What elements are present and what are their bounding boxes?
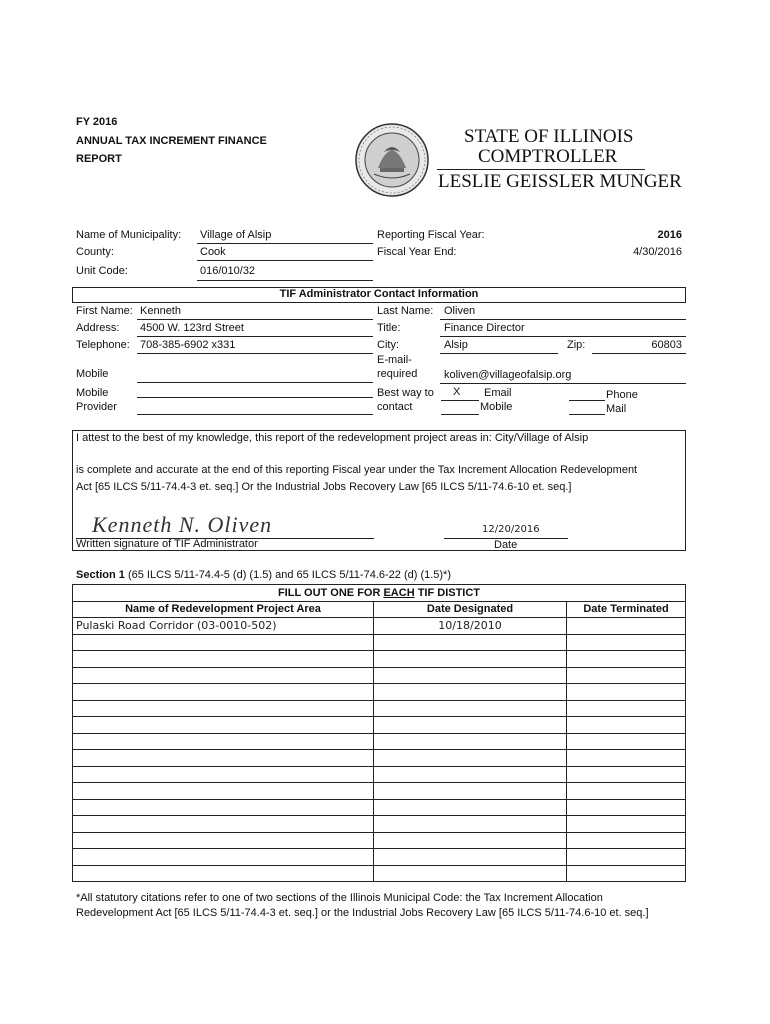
first-name-label: First Name: [76,305,133,317]
footnote-line2: Redevelopment Act [65 ILCS 5/11-74.4-3 et. seq.] or the Industrial Jobs Recovery Law [65 ILCS 5/11-74.6-10 et. seq.] [76,907,649,919]
section1-heading [76,569,451,581]
address-value: 4500 W. 123rd Street [140,322,244,334]
project-area-table [72,584,686,882]
table-row [73,816,686,833]
signature-label: Written signature of TIF Administrator [76,538,258,550]
table-row [73,618,686,635]
email-required-label: required [377,368,418,380]
email-value: koliven@villageofalsip.org [444,369,572,381]
fiscal-year-end-value: 4/30/2016 [633,246,682,258]
signature-date-label: Date [494,539,518,551]
table-row [73,849,686,866]
table-row [73,766,686,783]
table-row [73,865,686,882]
report-title-line2: REPORT [76,153,122,165]
email-option[interactable]: Email [484,387,512,399]
mobile-provider-label-line1: Mobile [76,387,109,399]
title-label: Title: [377,322,401,334]
comptroller-name: LESLIE GEISSLER MUNGER [438,171,682,192]
email-choice-mark: X [453,386,461,398]
zip-label: Zip: [567,339,586,351]
project-date-designated: 10/18/2010 [374,618,567,635]
table-row [73,799,686,816]
administrator-signature: Kenneth N. Oliven [92,512,273,537]
last-name-value: Oliven [444,305,476,317]
reporting-fiscal-year-value: 2016 [657,229,682,241]
column-header-terminated: Date Terminated [567,601,686,618]
mobile-provider-label-line2: Provider [76,401,117,413]
municipality-name-value: Village of Alsip [200,229,272,241]
state-title: STATE OF ILLINOIS [464,126,634,147]
footnote-line1: *All statutory citations refer to one of two sections of the Illinois Municipal Code: the Tax Increment Allocation [76,892,603,904]
table-row [73,717,686,734]
contact-info-title: TIF Administrator Contact Information [279,288,479,300]
last-name-label: Last Name: [377,305,434,317]
project-date-terminated [567,618,686,635]
section1-citation: (65 ILCS 5/11-74.4-5 (d) (1.5) and 65 ILCS 5/11-74.6-22 (d) (1.5)*) [127,569,452,581]
phone-option[interactable]: Phone [606,389,638,401]
mail-option[interactable]: Mail [606,403,627,415]
attest-line1: I attest to the best of my knowledge, this report of the redevelopment project areas in: City/Village of Alsip [76,432,589,444]
telephone-value: 708-385-6902 x331 [140,339,236,351]
mobile-label: Mobile [76,368,109,380]
table-row [73,667,686,684]
best-way-label-line2: contact [377,401,413,413]
column-header-designated: Date Designated [374,601,567,618]
county-value: Cook [200,246,226,258]
table-row [73,651,686,668]
table-row [73,733,686,750]
city-value: Alsip [444,339,468,351]
table-row [73,684,686,701]
county-label: County: [76,246,114,258]
column-header-name: Name of Redevelopment Project Area [73,601,374,618]
email-label: E-mail- [377,354,412,366]
fiscal-year-end-label: Fiscal Year End: [377,246,457,258]
table-row [73,750,686,767]
fiscal-year-heading: FY 2016 [76,116,118,128]
attest-line2: is complete and accurate at the end of this reporting Fiscal year under the Tax Increment Allocation Redevelopment [76,464,638,476]
telephone-label: Telephone: [76,339,130,351]
comptroller-title: COMPTROLLER [478,146,618,167]
state-seal-icon [354,122,430,198]
reporting-fiscal-year-label: Reporting Fiscal Year: [377,229,485,241]
city-label: City: [377,339,399,351]
attest-line3: Act [65 ILCS 5/11-74.4-3 et. seq.] Or the Industrial Jobs Recovery Law [65 ILCS 5/11-74.6-10 et. seq.] [76,481,572,493]
report-title-line1: ANNUAL TAX INCREMENT FINANCE [76,135,267,147]
unit-code-value: 016/010/32 [200,265,256,277]
fill-out-instruction: FILL OUT ONE FOR EACH TIF DISTICT [73,585,686,602]
mobile-option[interactable]: Mobile [480,401,513,413]
unit-code-label: Unit Code: [76,265,128,277]
best-way-label-line1: Best way to [377,387,434,399]
signature-date-value: 12/20/2016 [482,524,540,535]
zip-value: 60803 [651,339,682,351]
project-area-name: Pulaski Road Corridor (03-0010-502) [73,618,374,635]
title-value: Finance Director [444,322,525,334]
address-label: Address: [76,322,120,334]
table-row [73,634,686,651]
table-row [73,783,686,800]
table-row [73,832,686,849]
section1-title: Section 1 [76,569,125,581]
first-name-value: Kenneth [140,305,181,317]
municipality-name-label: Name of Municipality: [76,229,182,241]
table-row [73,700,686,717]
